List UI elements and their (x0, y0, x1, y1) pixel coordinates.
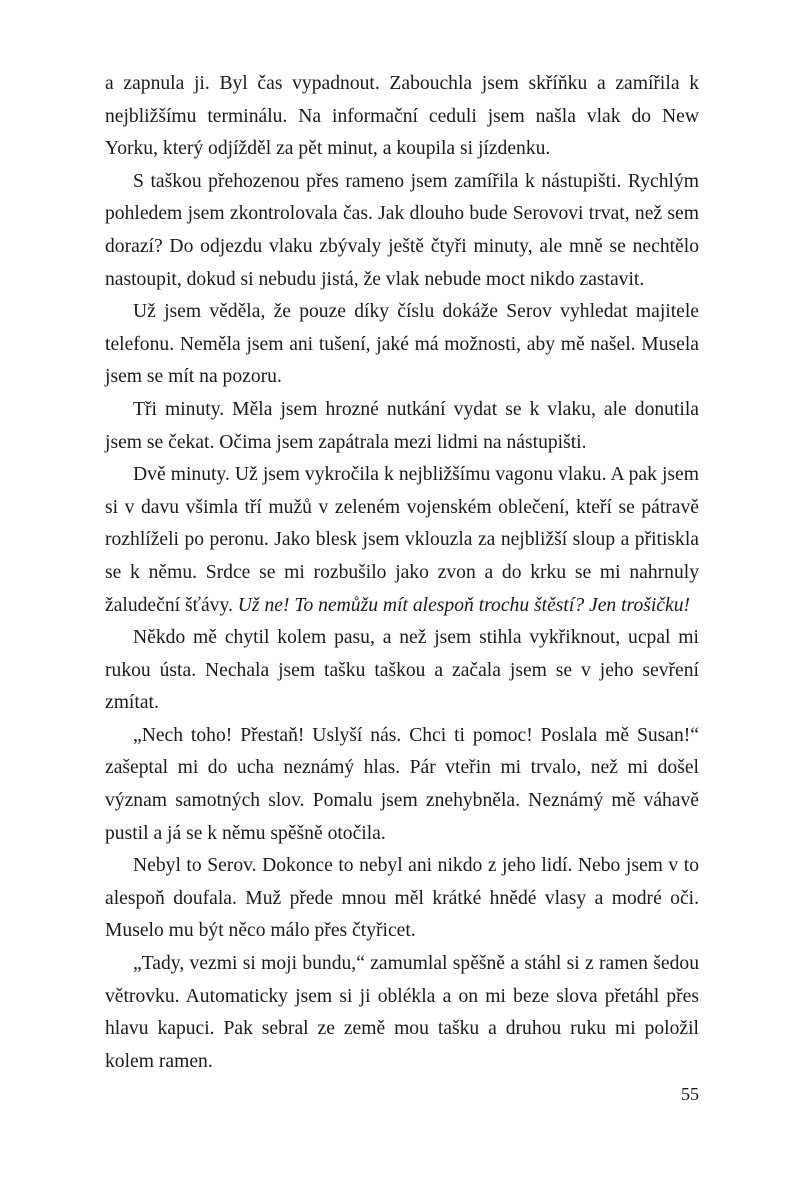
paragraph: S taškou přehozenou přes rameno jsem zamířila k nástupišti. Rychlým pohledem jsem zkontrolovala čas. Jak dlouho bude Serovovi trvat, než sem dorazí? Do odjezdu vlaku zbývaly ještě čtyři minuty, ale mně se nechtělo nastoupit, dokud si nebudu jistá, že vlak nebude moct nikdo zastavit. (105, 170, 699, 290)
paragraph-text: Dvě minuty. Už jsem vykročila k nejbližšímu vagonu vlaku. A pak jsem si v davu všimla tří mužů v zeleném vojenském oblečení, kteří se pátravě rozhlíželi po peronu. Jako blesk jsem vklouzla za nejbližší sloup a přitiskla se k němu. Srdce se mi rozbušilo jako zvon a do krku se mi nahrnuly žaludeční šťávy. (105, 464, 699, 616)
page-body (105, 68, 699, 1078)
paragraph: Někdo mě chytil kolem pasu, a než jsem stihla vykřiknout, ucpal mi rukou ústa. Nechala jsem tašku taškou a začala jsem se v jeho sevření zmítat. (105, 627, 699, 714)
paragraph: a zapnula ji. Byl čas vypadnout. Zabouchla jsem skříňku a zamířila k nejbližšímu terminálu. Na informační ceduli jsem našla vlak do New Yorku, který odjížděl za pět minut, a koupila si jízdenku. (105, 73, 699, 160)
italic-thought: Už ne! To nemůžu mít alespoň trochu štěstí? Jen trošičku! (237, 594, 691, 616)
paragraph: Nebyl to Serov. Dokonce to nebyl ani nikdo z jeho lidí. Nebo jsem v to alespoň doufala. Muž přede mnou měl krátké hnědé vlasy a modré oči. Muselo mu být něco málo přes čtyřicet. (105, 855, 699, 942)
paragraph: „Nech toho! Přestaň! Uslyší nás. Chci ti pomoc! Poslala mě Susan!“ zašeptal mi do ucha neznámý hlas. Pár vteřin mi trvalo, než mi došel význam samotných slov. Pomalu jsem znehybněla. Neznámý mě váhavě pustil a já se k němu spěšně otočila. (105, 724, 699, 844)
paragraph (105, 459, 699, 622)
page-number: 55 (681, 1084, 699, 1104)
paragraph: „Tady, vezmi si moji bundu,“ zamumlal spěšně a stáhl si z ramen šedou větrovku. Automaticky jsem si ji oblékla a on mi beze slova přetáhl přes hlavu kapuci. Pak sebral ze země mou tašku a druhou ruku mi položil kolem ramen. (105, 953, 699, 1072)
paragraph: Tři minuty. Měla jsem hrozné nutkání vydat se k vlaku, ale donutila jsem se čekat. Očima jsem zapátrala mezi lidmi na nástupišti. (105, 398, 699, 453)
paragraph: Už jsem věděla, že pouze díky číslu dokáže Serov vyhledat majitele telefonu. Neměla jsem ani tušení, jaké má možnosti, aby mě našel. Musela jsem se mít na pozoru. (105, 301, 699, 388)
